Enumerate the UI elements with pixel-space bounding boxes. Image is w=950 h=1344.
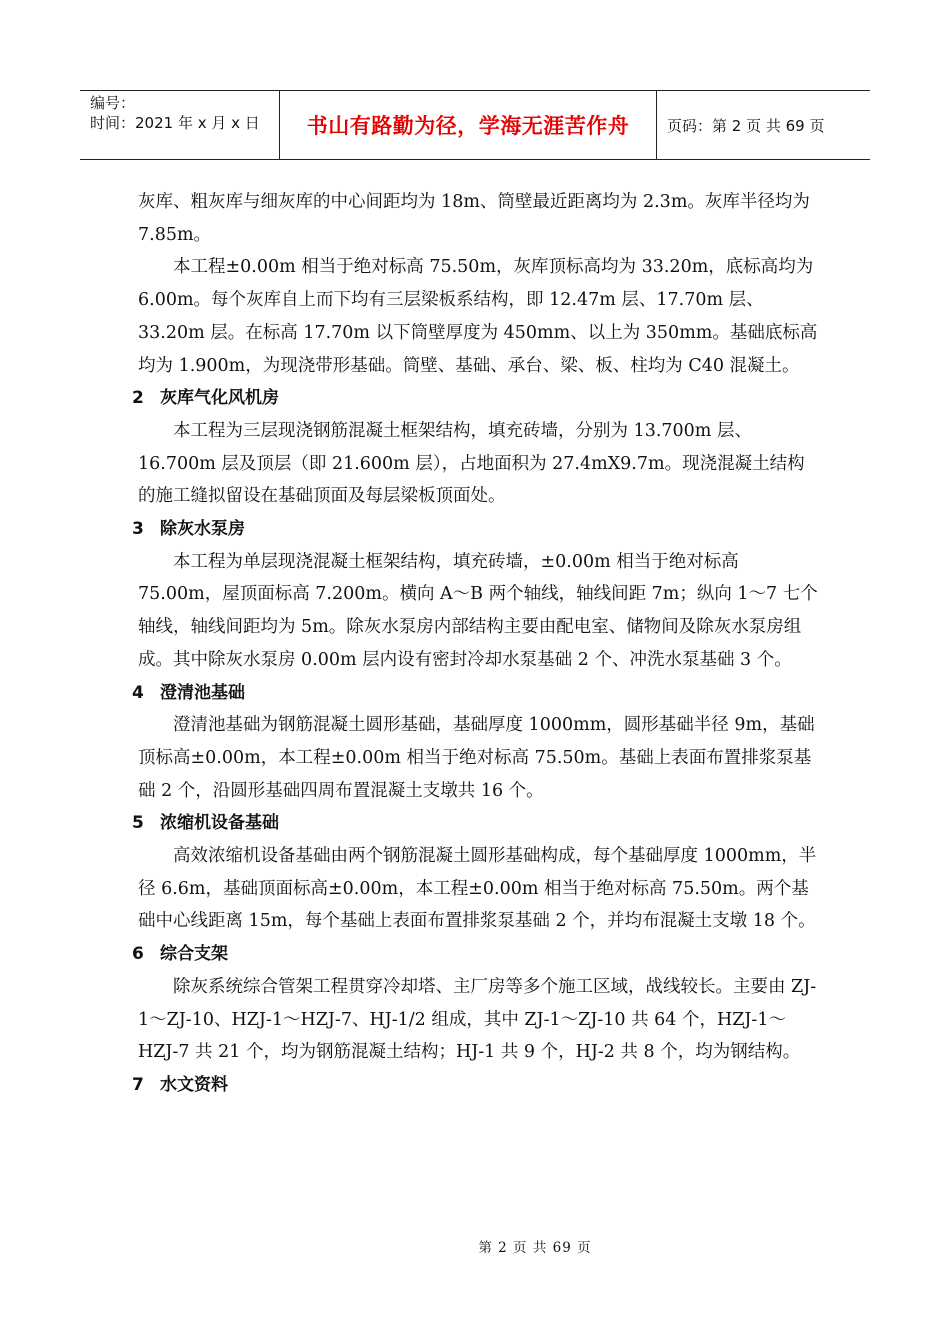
header-meta	[80, 91, 280, 159]
section-title: 综合支架	[160, 944, 228, 965]
header-page-info: 页码：第 2 页 共 69 页	[667, 116, 825, 135]
document-number-label: 编号：	[90, 94, 136, 112]
section-heading-3	[132, 513, 818, 546]
section-heading-4	[132, 677, 818, 710]
section-title: 灰库气化风机房	[160, 388, 279, 409]
section-heading-5	[132, 807, 818, 840]
section-title: 澄清池基础	[160, 682, 245, 703]
section-title: 浓缩机设备基础	[160, 813, 279, 834]
paragraph-pump-room: 本工程为单层现浇混凝土框架结构，填充砖墙，±0.00m 相当于绝对标高 75.00m，屋顶面标高 7.200m。横向 A～B 两个轴线，轴线间距 7m；纵向 1～7 七个轴线，轴线间距均为 5m。除灰水泵房内部结构主要由配电室、储物间及除灰水泵房组成。其中除灰水泵房 0.00m 层内设有密封冷却水泵基础 2 个、冲洗水泵基础 3 个。	[138, 551, 818, 670]
page-footer: 第 2 页 共 69 页	[478, 1240, 592, 1256]
section-number: 5	[132, 813, 144, 834]
section-number: 6	[132, 944, 144, 965]
document-body	[132, 186, 818, 1102]
section-number: 3	[132, 519, 144, 540]
section-number: 4	[132, 682, 144, 703]
section-number: 2	[132, 388, 144, 409]
section-title: 水文资料	[160, 1074, 228, 1095]
paragraph-pipe-rack: 除灰系统综合管架工程贯穿冷却塔、主厂房等多个施工区域，战线较长。主要由 ZJ-1～ZJ-10、HZJ-1～HZJ-7、HJ-1/2 组成，其中 ZJ-1～ZJ-10 共 64 个，HZJ-1～HZJ-7 共 21 个，均为钢筋混凝土结构；HJ-1 共 9 个，HJ-2 共 8 个，均为钢结构。	[138, 976, 817, 1063]
paragraph-ash-silo-distance: 灰库、粗灰库与细灰库的中心间距均为 18m、筒壁最近距离均为 2.3m。灰库半径均为 7.85m。	[138, 192, 810, 245]
paragraph-clarifier-foundation: 澄清池基础为钢筋混凝土圆形基础，基础厚度 1000mm，圆形基础半径 9m，基础顶标高±0.00m，本工程±0.00m 相当于绝对标高 75.50m。基础上表面布置排浆泵基础 2 个，沿圆形基础四周布置混凝土支墩共 16 个。	[138, 715, 815, 801]
paragraph-thickener-foundation: 高效浓缩机设备基础由两个钢筋混凝土圆形基础构成，每个基础厚度 1000mm，半径 6.6m，基础顶面标高±0.00m，本工程±0.00m 相当于绝对标高 75.50m。两个基础中心线距离 15m，每个基础上表面布置排浆泵基础 2 个，并均布混凝土支墩 18 个。	[138, 846, 817, 932]
section-heading-6	[132, 938, 818, 971]
section-title: 除灰水泵房	[160, 519, 245, 540]
paragraph-fan-room: 本工程为三层现浇钢筋混凝土框架结构，填充砖墙，分别为 13.700m 层、16.700m 层及顶层（即 21.600m 层），占地面积为 27.4mX9.7m。现浇混凝土结构的施工缝拟留设在基础顶面及每层梁板顶面处。	[138, 420, 805, 507]
section-heading-7	[132, 1069, 818, 1102]
page-header	[80, 90, 870, 160]
document-time-label: 时间：2021 年 x 月 x 日	[90, 114, 260, 132]
header-motto: 书山有路勤为径，学海无涯苦作舟	[280, 91, 657, 159]
section-number: 7	[132, 1074, 144, 1095]
paragraph-ash-silo-elevation: 本工程±0.00m 相当于绝对标高 75.50m，灰库顶标高均为 33.20m，底标高均为 6.00m。每个灰库自上而下均有三层梁板系结构，即 12.47m 层、17.70m 层、33.20m 层。在标高 17.70m 以下筒壁厚度为 450mm、以上为 350mm。基础底标高均为 1.900m，为现浇带形基础。筒壁、基础、承台、梁、板、柱均为 C40 混凝土。	[138, 257, 818, 376]
section-heading-2	[132, 382, 818, 415]
